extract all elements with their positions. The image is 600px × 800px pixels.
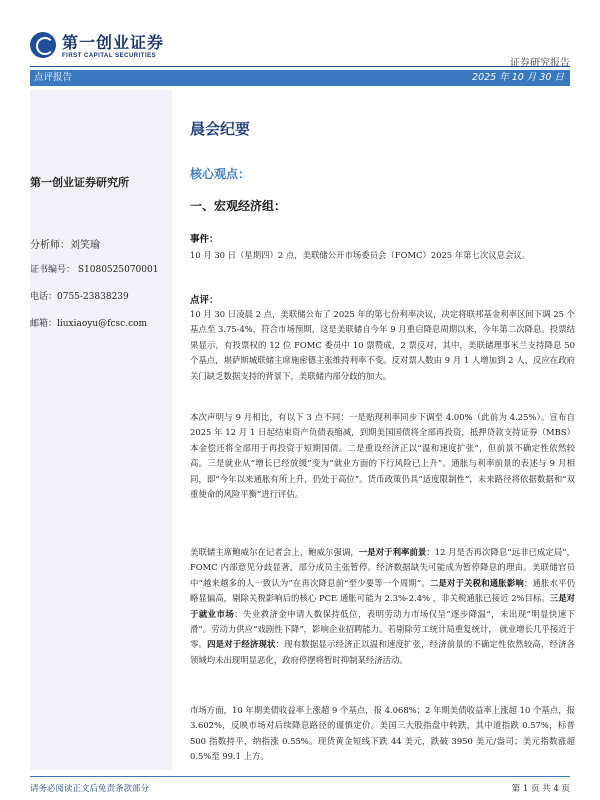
paragraph-1: 10 月 30 日凌晨 2 点，美联储公布了 2025 年的第七份利率决议，决定将联邦基金利率区间下调 25 个基点至 3.75-4%，符合市场预期，这是美联储自今年 9 月重启降息周期以来，今年第二次降息。投票结果显示，有投票权的 12 位 FOMC 委员中 10 票赞成，2 票反对，其中，美联储理事米兰支持降息 50 个基点，堪萨斯城联储主席施密德主张维持利率不变。反对票人数由 9 月 1 人增加到 2 人，反应在政府关门缺乏数据支持的背景下，美联储内部分歧的加大。	[190, 309, 575, 381]
event-label: 事件：	[190, 234, 219, 245]
banner	[30, 70, 570, 86]
cert-number: 证书编号： S1080525070001	[30, 265, 159, 275]
paragraph-3: 美联储主席鲍威尔在记者会上，鲍威尔强调，一是对于利率前景：12 月是否再次降息“远非已成定局”，FOMC 内部意见分歧显著，部分成员主张暂停。经济数据缺失可能成为暂停降息的理由。美联储官员中“越来越多的人一致认为”在再次降息前“至少要等一个周期”。二是对于关税和通胀影响：通胀水平仍略显偏高，剔除关税影响后的核心 PCE 通胀可能为 2.3%-2.4% ，非关税通胀已接近 2%目标。三是对于就业市场：失业救济金申请人数保持低位，表明劳动力市场仅呈“逐步降温”，未出现“明显快速下滑”。劳动力供应“戏剧性下降”，影响企业招聘能力。若剔除劳工统计局重复统计， 就业增长几乎接近于零。四是对于经济现状：现有数据显示经济正以温和速度扩张，经济前景的不确定性依然较高，经济各领域均未出现明显恶化，政府停摆将暂时抑制某经济活动。	[190, 547, 576, 665]
phone: 电话：0755-23838239	[30, 292, 129, 302]
header-rule	[30, 66, 570, 67]
logo	[30, 30, 164, 59]
logo-mark-icon	[30, 32, 56, 58]
section-heading: 一、宏观经济组：	[190, 199, 287, 213]
paragraph-2: 本次声明与 9 月相比，有以下 3 点不同：一是贴现利率同步下调至 4.00%（此前为 4.25%）。宣布自 2025 年 12 月 1 日起结束资产负债表缩减，到期美国国债将全部再投资，抵押贷款支持证券（MBS）本金偿还将全部用于再投资于短期国债。二是重设经济正以“温和速度扩张”，但前景不确定性依然较高。三是就业从“增长已经放缓”变为“就业方面的下行风险已上升”。通胀与利率前景的表述与 9 月相同，即“今年以来通胀有所上升，仍处于高位”。货币政策仍具“适度限制性”，未来路径将依据数据和“双重使命的风险平衡”进行评估。	[190, 412, 575, 500]
core-heading: 核心观点：	[190, 167, 251, 181]
paragraph-4: 市场方面，10 年期美债收益率上涨超 9 个基点，报 4.068%；2 年期美债收益率上涨超 10 个基点，报 3.602%，反映市场对后续降息路径的谨慎定价。美国三大股指盘中转跌，其中道指跌 0.57%，标普 500 指数持平，纳指涨 0.55%。现货黄金短线下跌 44 美元，跌破 3950 美元/盎司；美元指数涨超 0.5%至 99.1 上方。	[190, 705, 575, 762]
page-number: 第 1 页 共 4 页	[511, 784, 570, 794]
disclaimer-note: 请务必阅读正文后免责条款部分	[30, 784, 150, 794]
page-title: 晨会纪要	[190, 120, 251, 138]
banner-date: 2025 年 10 月 30 日	[472, 72, 564, 83]
report-type: 证券研究报告	[510, 58, 570, 69]
org-name: 第一创业证券研究所	[30, 176, 129, 189]
logo-cn: 第一创业证券	[62, 33, 165, 52]
email-link[interactable]: 邮箱：liuxiaoyu@fcsc.com	[30, 319, 148, 329]
event-text: 10 月 30 日（星期四）2 点，美联储公开市场委员会（FOMC）2025 年第七次议息会议。	[190, 250, 531, 260]
sidebar-panel	[30, 90, 172, 770]
comment-label: 点评：	[190, 295, 219, 306]
logo-en: FIRST CAPITAL SECURITIES	[62, 53, 157, 59]
analyst-name: 分析师：刘笑瑜	[30, 240, 100, 251]
footer-rule	[30, 776, 570, 777]
banner-label: 点评报告	[34, 72, 73, 83]
